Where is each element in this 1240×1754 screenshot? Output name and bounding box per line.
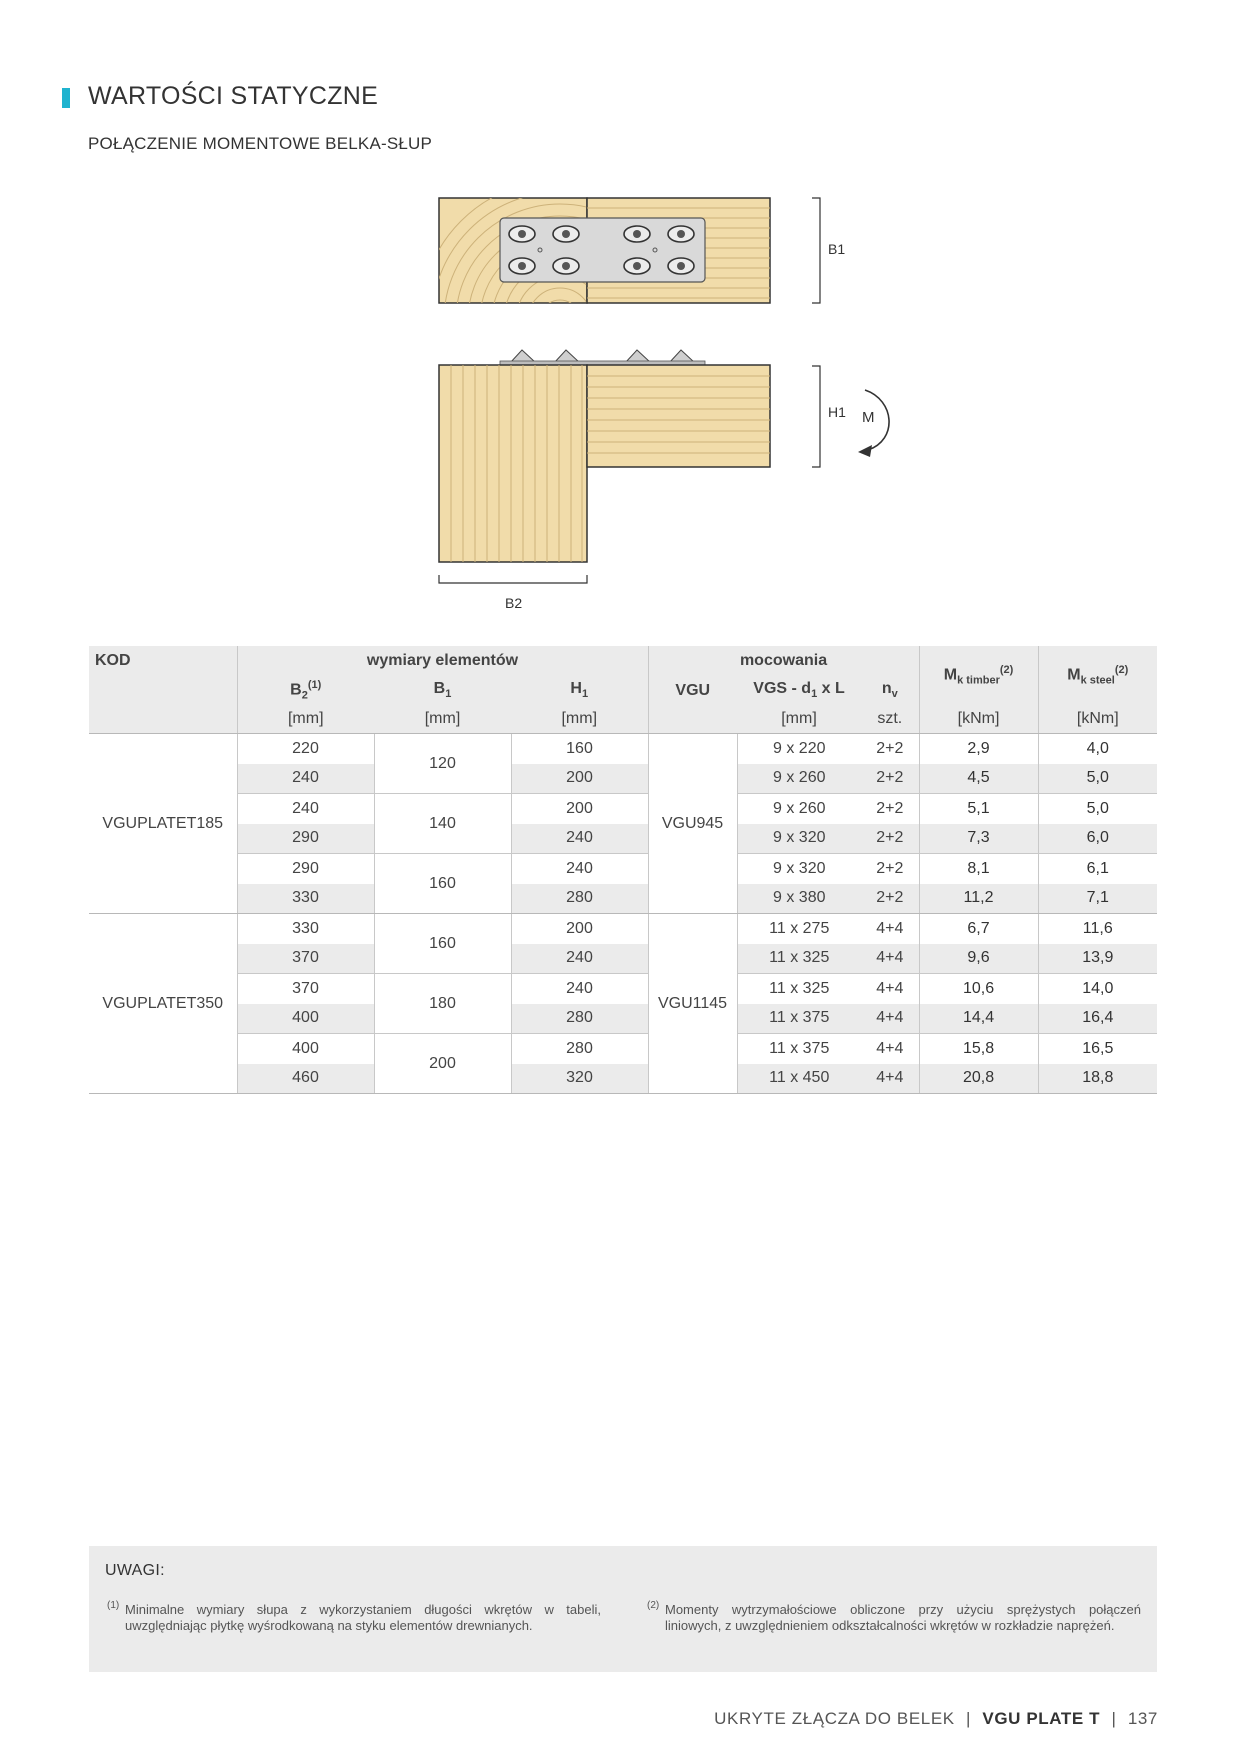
cell-vgs: 9 x 380 [737,884,861,914]
cell-b2: 400 [237,1004,374,1034]
column-side [439,365,587,562]
col-kod [89,646,237,676]
mk-steel-sup: (2) [1114,664,1129,677]
unit-vgu-spacer [648,705,737,734]
cell-mk-timber: 2,9 [919,734,1038,764]
cell-mk-steel: 16,4 [1038,1004,1157,1034]
note-2-text: Momenty wytrzymałościowe obliczone przy użyciu sprężystych połączeń liniowych, z uwzględnieniem odkształcalności wkrętów w rozkładzie naprężeń. [665,1602,1141,1633]
cell-h1: 240 [511,854,648,884]
cell-b2: 330 [237,884,374,914]
page-number: 137 [1127,1709,1158,1728]
cell-mk-timber: 14,4 [919,1004,1038,1034]
cell-vgu: VGU945 [648,734,737,914]
cell-mk-timber: 10,6 [919,974,1038,1004]
cell-nv: 2+2 [861,824,919,854]
cell-h1: 240 [511,974,648,1004]
cell-mk-timber: 6,7 [919,914,1038,944]
h1-sub: 1 [581,688,589,701]
cell-b2: 400 [237,1034,374,1064]
table-row [89,734,1157,764]
note-1 [107,1600,601,1634]
cell-mk-timber: 9,6 [919,944,1038,974]
cell-mk-steel: 11,6 [1038,914,1157,944]
b2-label: B [290,681,302,699]
table-row [89,1034,1157,1064]
moment-label: M [862,409,875,426]
cell-nv: 2+2 [876,799,904,817]
h1-label: H [570,680,582,698]
col-vgu: VGU [648,676,737,705]
beam-side [587,365,770,467]
vgs-label: VGS - d [753,680,812,698]
col-nv [861,676,919,705]
nv-sub: v [891,688,898,701]
cell-mk-steel: 6,0 [1038,824,1157,854]
cell-nv: 4+4 [876,919,904,937]
table-row [89,1064,1157,1094]
cell-h1: 200 [511,764,648,794]
cell-b2: 370 [237,974,374,1004]
unit-b2: [mm] [237,705,374,734]
mk-timber-sup: (2) [999,664,1014,677]
cell-vgs: 11 x 450 [737,1064,861,1094]
title-accent-bar [62,88,70,108]
cell-nv: 2+2 [861,764,919,794]
cell-mk-steel: 5,0 [1038,794,1157,824]
cell-b1: 120 [374,734,511,794]
cell-h1: 280 [511,1004,648,1034]
col-mk-steel [1038,646,1157,705]
cell-vgs: 11 x 375 [737,1034,861,1064]
cell-h1: 280 [511,1034,648,1064]
cell-vgs: 9 x 220 [737,734,861,764]
cell-mk-steel: 7,1 [1038,884,1157,914]
cell-b1: 180 [374,974,511,1034]
cell-vgs: 11 x 375 [737,1004,861,1034]
col-mk-timber [919,646,1038,705]
cell-mk-steel: 6,1 [1038,854,1157,884]
cell-b1: 160 [374,854,511,914]
unit-mk-steel: [kNm] [1038,705,1157,734]
product-code: VGUPLATET350 [89,914,237,1094]
b1-label: B [433,680,446,698]
cell-mk-steel: 14,0 [1038,974,1157,1004]
cell-mk-steel: 4,0 [1038,734,1157,764]
cell-b2: 220 [237,734,374,764]
kod-spacer [89,676,237,705]
connection-drawing [420,190,920,620]
unit-spacer [89,705,237,734]
col-h1 [511,676,648,705]
group-vguplatet185 [89,734,1157,914]
cell-nv: 4+4 [861,1004,919,1034]
notes-box [89,1546,1157,1672]
cell-vgs: 9 x 320 [737,854,861,884]
cell-vgs: 11 x 325 [737,944,861,974]
cell-mk-steel: 5,0 [1038,764,1157,794]
dim-label-h1: H1 [828,404,846,420]
footer-separator: | [966,1709,972,1728]
b1-sub: 1 [445,688,452,701]
product-code: VGUPLATET185 [89,734,237,914]
notes-title: UWAGI: [105,1562,165,1579]
table-row [89,1004,1157,1034]
cell-vgs: 9 x 260 [737,794,861,824]
note-1-marker: (1) [107,1600,120,1611]
note-2-marker: (2) [647,1600,660,1611]
cell-b2: 370 [237,944,374,974]
cell-mk-timber: 7,3 [919,824,1038,854]
unit-mk-timber: [kNm] [919,705,1038,734]
cell-nv: 2+2 [876,859,904,877]
cell-b2: 290 [237,824,374,854]
table-row [89,854,1157,884]
table-row [89,914,1157,944]
col-vgs [737,676,861,705]
dim-label-b1: B1 [828,241,846,257]
cell-mk-timber: 5,1 [919,794,1038,824]
cell-b2: 240 [237,794,374,824]
unit-vgs: [mm] [737,705,861,734]
cell-b1: 140 [374,794,511,854]
dim-label-b2: B2 [505,595,523,611]
table-row [89,944,1157,974]
kod-label: KOD [95,652,131,669]
cell-vgu: VGU1145 [648,914,737,1094]
mk-timber-sub: k timber [957,674,1000,687]
cell-h1: 280 [511,884,648,914]
cell-b1: 200 [374,1034,511,1094]
cell-vgs: 9 x 260 [737,764,861,794]
cell-vgs: 9 x 320 [737,824,861,854]
cell-b2: 330 [237,914,374,944]
footer-section: UKRYTE ZŁĄCZA DO BELEK [714,1709,955,1728]
col-b2 [237,676,374,705]
footer-separator-2: | [1111,1709,1117,1728]
table-row [89,764,1157,794]
cell-h1: 240 [511,824,648,854]
cell-nv: 4+4 [861,944,919,974]
col-b1 [374,676,511,705]
section-subtitle: POŁĄCZENIE MOMENTOWE BELKA-SŁUP [88,134,433,153]
unit-nv: szt. [861,705,919,734]
page-footer [714,1709,1158,1729]
group-vguplatet350 [89,914,1157,1094]
cell-mk-timber: 11,2 [919,884,1038,914]
nv-label: n [881,680,892,698]
cell-h1: 160 [511,734,648,764]
cell-mk-steel: 16,5 [1038,1034,1157,1064]
cell-nv: 4+4 [876,979,904,997]
table-row [89,824,1157,854]
group-dimensions: wymiary elementów [237,646,648,676]
note-1-text: Minimalne wymiary słupa z wykorzystaniem długości wkrętów w tabeli, uwzględniając płytkę wyśrodkowaną na styku elementów drewnianych. [125,1602,601,1633]
b2-sub: 2 [301,689,308,702]
cell-mk-timber: 4,5 [919,764,1038,794]
unit-h1: [mm] [511,705,648,734]
cell-b2: 240 [237,764,374,794]
side-view [439,350,889,583]
cell-mk-timber: 20,8 [919,1064,1038,1094]
cell-nv: 2+2 [861,884,919,914]
table-row [89,884,1157,914]
footer-product: VGU PLATE T [982,1709,1101,1728]
note-2 [647,1600,1141,1634]
cell-mk-steel: 13,9 [1038,944,1157,974]
cell-h1: 200 [511,794,648,824]
cell-vgs: 11 x 275 [737,914,861,944]
cell-mk-timber: 8,1 [919,854,1038,884]
table-head [89,646,1157,734]
group-fixings: mocowania [648,646,919,676]
cell-h1: 320 [511,1064,648,1094]
vgs-sub: 1 [811,688,818,701]
cell-h1: 240 [511,944,648,974]
b2-sup: (1) [307,679,322,692]
cell-mk-steel: 18,8 [1038,1064,1157,1094]
cell-nv: 2+2 [876,739,904,757]
mk-timber-label: M [943,666,958,684]
table-row [89,794,1157,824]
cell-nv: 4+4 [861,1064,919,1094]
cell-b2: 290 [237,854,374,884]
cell-b1: 160 [374,914,511,974]
mk-steel-label: M [1067,666,1081,684]
cell-h1: 200 [511,914,648,944]
mk-steel-sub: k steel [1080,674,1115,687]
cell-nv: 4+4 [876,1039,904,1057]
vgs-label-tail: x L [817,680,845,698]
static-values-table [89,646,1157,1094]
cell-mk-timber: 15,8 [919,1034,1038,1064]
cell-vgs: 11 x 325 [737,974,861,1004]
table-row [89,974,1157,1004]
page-title: WARTOŚCI STATYCZNE [88,82,379,110]
unit-b1: [mm] [374,705,511,734]
cell-b2: 460 [237,1064,374,1094]
